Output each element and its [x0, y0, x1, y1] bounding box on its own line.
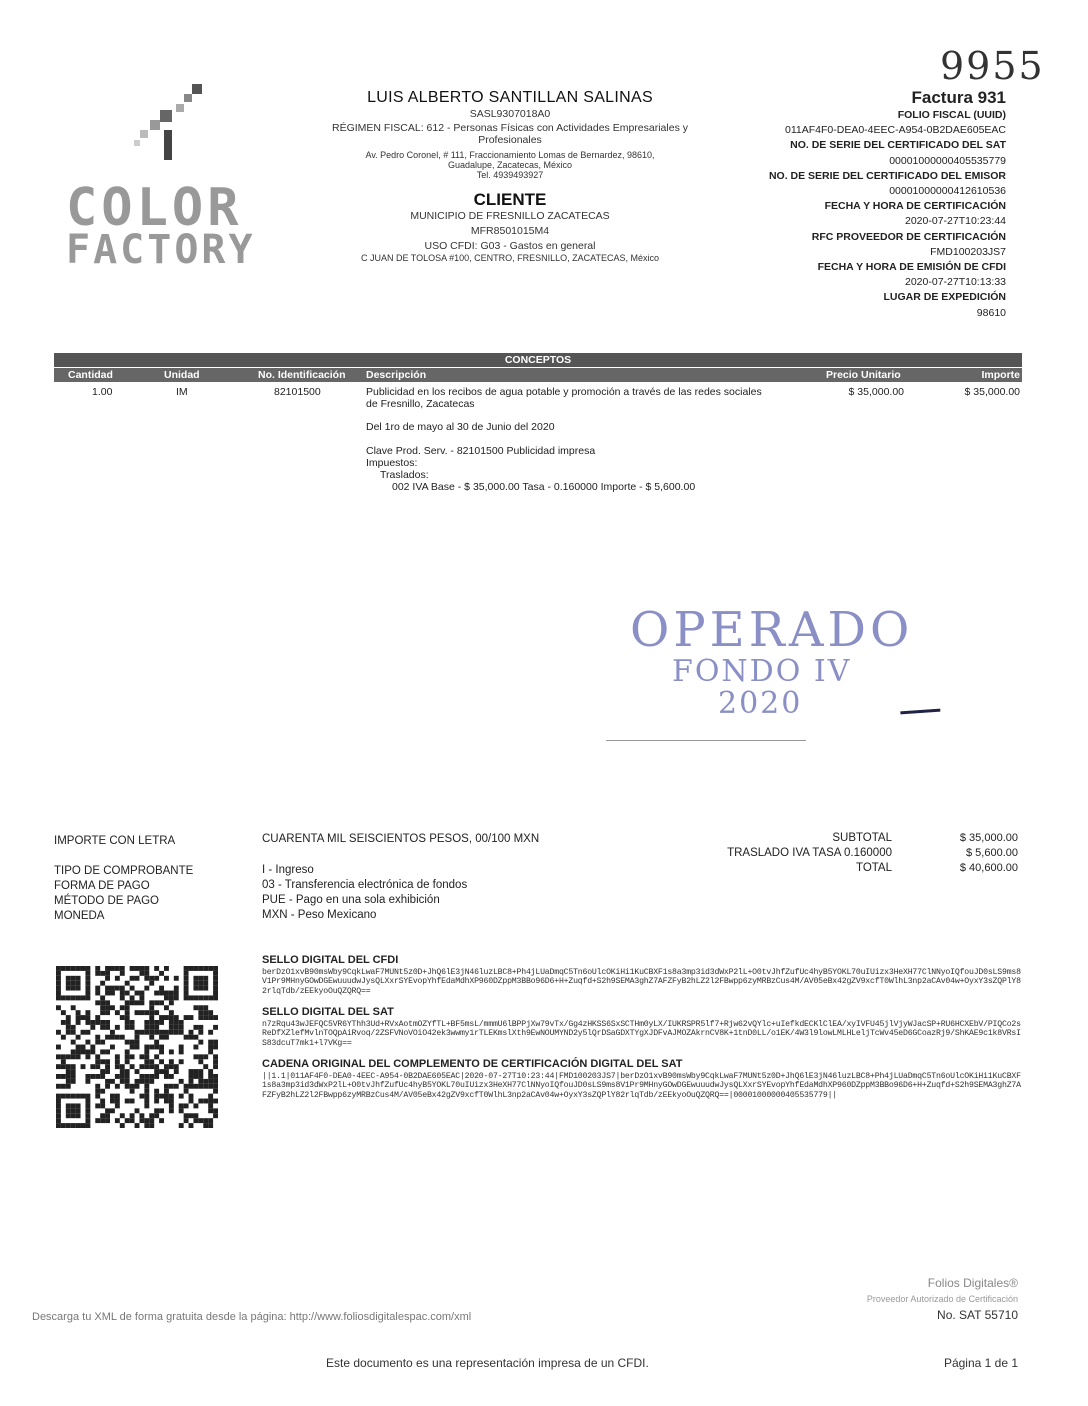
footer-page: Página 1 de 1	[943, 1356, 1018, 1370]
footer-sat-no: No. SAT 55710	[937, 1308, 1018, 1322]
moneda-value: MXN - Peso Mexicano	[262, 909, 377, 921]
issuer-rfc: SASL9307018A0	[469, 108, 551, 120]
cert-sat-label: NO. DE SERIE DEL CERTIFICADO DEL SAT	[790, 139, 1006, 152]
fecha-emision-value: 2020-07-27T10:13:33	[905, 276, 1006, 289]
fecha-emision-label: FECHA Y HORA DE EMISIÓN DE CFDI	[817, 261, 1006, 274]
item-impuestos: Impuestos:	[366, 457, 418, 469]
issuer-tel: Tel. 4939493927	[476, 170, 544, 180]
client-heading: CLIENTE	[473, 190, 547, 209]
subtotal-label: SUBTOTAL	[832, 832, 892, 844]
sello-sat-value: n7zRqu43wJEFQC5VR6YThh3Ud+RVxAotmOZYfTL+BF5msL/mmmU6lBPPjXw79vTx/Gg4zHKSS6SxSCTHm0yLX/IUKRSPR5lf7+Rjw62vQYlc+uIefkdECKlClEA/xyIVFU45jlVjyWJacSP+RU6HCXEbV/PIQCo2sReDfXZlefMvlnTOQpAiRvoq/2ZSFVNoVOiO42ek3wwmy1rTLEKmslXth9EwNOUMYND2y5lQrDSaGDXTYgXJDFvAJMOZAkrnCV8K+1tnD0LL/o1EK/4W3l9lowLMLHLeljTcWv45eD6GCoazRj9/ShKAE9c1k8VRsIS83dcuT7mk1+l7VKg==	[262, 1020, 1021, 1048]
footer-download-link[interactable]: Descarga tu XML de forma gratuita desde la página: http://www.foliosdigitalespac.com/xml	[32, 1311, 472, 1323]
item-id: 82101500	[274, 386, 321, 398]
logo-pixel-mark	[64, 80, 284, 180]
footer-brand-sub: Proveedor Autorizado de Certificación	[866, 1294, 1018, 1304]
invoice-info	[720, 88, 1006, 321]
folio-label: FOLIO FISCAL (UUID)	[897, 109, 1006, 121]
header-unidad: Unidad	[164, 369, 200, 381]
stamp-line-1: OPERADO	[630, 602, 914, 658]
cert-sat-value: 00001000000405535779	[889, 154, 1006, 167]
issuer-regimen: RÉGIMEN FISCAL: 612 - Personas Físicas con Actividades Empresariales y Profesionales	[332, 122, 688, 146]
rfc-prov-value: FMD100203JS7	[930, 245, 1006, 258]
stamp-line-3: 2020	[718, 686, 803, 721]
rfc-prov-label: RFC PROVEEDOR DE CERTIFICACIÓN	[811, 230, 1006, 243]
iva-label: TRASLADO IVA TASA 0.160000	[727, 847, 892, 859]
stamp-signature-line	[606, 740, 806, 741]
tipo-value: I - Ingreso	[262, 864, 314, 876]
stamp-line-2: FONDO IV	[672, 654, 852, 689]
iva-value: $ 5,600.00	[966, 847, 1018, 859]
cert-emisor-label: NO. DE SERIE DEL CERTIFICADO DEL EMISOR	[768, 169, 1006, 182]
footer-representation: Este documento es una representación impresa de un CFDI.	[326, 1356, 649, 1370]
item-iva: 002 IVA Base - $ 35,000.00 Tasa - 0.160000 Importe - $ 5,600.00	[392, 481, 696, 493]
footer-brand: Folios Digitales®	[927, 1276, 1018, 1290]
tipo-label: TIPO DE COMPROBANTE	[54, 865, 194, 877]
client-uso-cfdi: USO CFDI: G03 - Gastos en general	[424, 240, 596, 252]
sello-cfdi-label: SELLO DIGITAL DEL CFDI	[262, 954, 399, 966]
operado-stamp	[600, 572, 960, 752]
importe-letra-label: IMPORTE CON LETRA	[54, 835, 176, 847]
item-unidad: IM	[176, 386, 188, 398]
header-cantidad: Cantidad	[68, 369, 113, 381]
concepts-bar: CONCEPTOS	[54, 353, 1022, 367]
moneda-label: MONEDA	[54, 910, 105, 922]
header-importe: Importe	[981, 369, 1020, 381]
cadena-label: CADENA ORIGINAL DEL COMPLEMENTO DE CERTIFICACIÓN DIGITAL DEL SAT	[262, 1058, 683, 1070]
sello-cfdi-value: berDzO1xvB90msWby9CqkLwaF7MUNt5z0D+JhQ6lE3jN46luzLBC8+Ph4jLUaDmqC5Tn6oUlcOKiHi1KuCBXF1s8a3mp3id3dWxP2lL+O0tvJhfZufUc4hyB5YOKL70uIUizx3HeXH77ClNNyoIQfouJD0sLS9ms8V1Pr9MHnyGOwDGEwuuudwJysQLXxrSYEvopYhfEdaMdhXP960DZppM3BBo96D6+H+Zuqfd+S2h9SEMA3ghZ7AFZFyB2hLZ2l2FBwpp6zyMRBzCus4M/AV05eBx42gZV9xcfT0WlhL3np2aCAv04w+OyxY3sZQPlY82rlqTdb/zEEkyoOuQZQRQ==	[262, 968, 1021, 996]
client-rfc: MFR8501015M4	[470, 225, 550, 237]
importe-letra-value: CUARENTA MIL SEISCIENTOS PESOS, 00/100 MXN	[262, 833, 540, 845]
metodo-value: PUE - Pago en una sola exhibición	[262, 894, 440, 906]
fecha-cert-label: FECHA Y HORA DE CERTIFICACIÓN	[824, 200, 1006, 213]
issuer-block	[300, 88, 720, 263]
header-descripcion: Descripción	[366, 369, 427, 381]
item-clave: Clave Prod. Serv. - 82101500 Publicidad impresa	[366, 445, 596, 457]
stamp-signature-mark	[900, 699, 941, 715]
client-name: MUNICIPIO DE FRESNILLO ZACATECAS	[410, 210, 610, 222]
lugar-label: LUGAR DE EXPEDICIÓN	[883, 291, 1006, 304]
company-logo	[64, 80, 284, 273]
total-value: $ 40,600.00	[959, 862, 1018, 874]
item-descripcion: Publicidad en los recibos de agua potable y promoción a través de las redes sociales de Fresnillo, Zacatecas	[366, 386, 762, 410]
logo-word-color: COLOR	[66, 178, 243, 238]
metodo-label: MÉTODO DE PAGO	[54, 895, 160, 907]
item-periodo: Del 1ro de mayo al 30 de Junio del 2020	[366, 421, 555, 433]
issuer-name: LUIS ALBERTO SANTILLAN SALINAS	[367, 89, 653, 106]
item-precio: $ 35,000.00	[848, 386, 904, 398]
cadena-value: ||1.1|011AF4F0-DEA0-4EEC-A954-0B2DAE605EAC|2020-07-27T10:23:44|FMD100203JS7|berDzO1xvB90msWby9CqkLwaF7MUNt5z0D+JhQ6lE3jN46luzLBC8+Ph4jLUaDmqC5Tn6oUlcOKiHi1KuCBXF1s8a3mp3id3dWxP2lL+O0tvJhfZufUc4hyB5YOKL70uIUizx3HeXH77ClNNyoIQfouJD0sLS9ms8V1Pr9MHnyGOwDGEwuuudwJysQLXxrSYEvopYhfEdaMdhXP960DZppM3BBo96D6+H+Zuqfd+S2h9SEMA3ghZ7AFZFyB2hLZ2l2FBwpp6zyMRBzCus4M/AV05eBx42gZV9xcfT0WlhL3np2aCAv04w+OyxY3sZQPlY82rlqTdb/zEEkyoOuQZQRQ==|00001000000405535779||	[262, 1072, 1021, 1100]
header-precio: Precio Unitario	[826, 369, 901, 381]
handwritten-number: 9955	[940, 44, 1045, 88]
forma-value: 03 - Transferencia electrónica de fondos	[262, 879, 468, 891]
folio-value: 011AF4F0-DEA0-4EEC-A954-0B2DAE605EAC	[785, 124, 1006, 137]
lugar-value: 98610	[976, 306, 1006, 319]
sello-sat-label: SELLO DIGITAL DEL SAT	[262, 1006, 394, 1018]
total-label: TOTAL	[856, 862, 892, 874]
header-identificacion: No. Identificación	[258, 369, 346, 381]
item-cantidad: 1.00	[92, 386, 113, 398]
issuer-address: Av. Pedro Coronel, # 111, Fraccionamiento Lomas de Bernardez, 98610, Guadalupe, Zacatecas, México	[365, 150, 655, 170]
logo-word-factory: FACTORY	[66, 227, 256, 273]
fecha-cert-value: 2020-07-27T10:23:44	[905, 215, 1006, 228]
forma-label: FORMA DE PAGO	[54, 880, 150, 892]
item-importe: $ 35,000.00	[964, 386, 1020, 398]
subtotal-value: $ 35,000.00	[959, 832, 1018, 844]
cert-emisor-value: 00001000000412610536	[889, 185, 1006, 198]
client-address: C JUAN DE TOLOSA #100, CENTRO, FRESNILLO, ZACATECAS, México	[360, 253, 660, 263]
qr-code	[54, 966, 220, 1128]
item-traslados: Traslados:	[380, 469, 429, 481]
concepts-header-row	[54, 368, 1022, 382]
invoice-title: Factura 931	[911, 88, 1006, 107]
